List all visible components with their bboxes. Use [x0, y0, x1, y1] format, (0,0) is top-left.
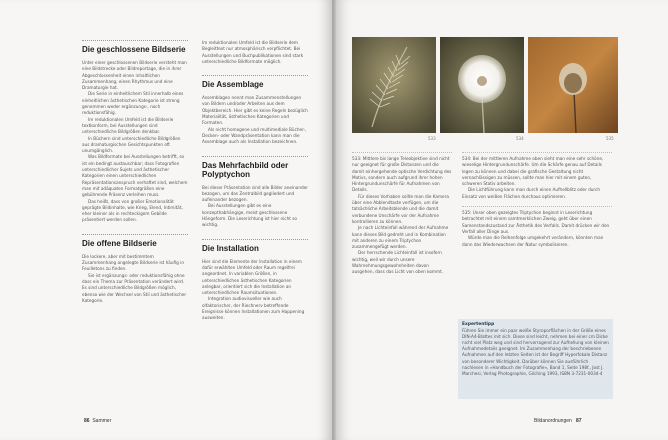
paragraph: Bei dieser Präsentation sind alle Bilder aneinander bezogen, um das Zentralbild gegliedert und aufeinander bezogen. — [202, 184, 308, 203]
heading-offene-bildserie: Die offene Bildserie — [82, 238, 157, 248]
paragraph: Würde man die Reihenfolge umgekehrt verändern, könnten man dann das Wiederwachsen der Natur symbolisieren. — [462, 235, 604, 247]
paragraph: Als nicht homogene und multimediale Bücher-, Decken- oder Wandpräsentation kann man die Assemblage auch als Installation bezeichnen. — [202, 126, 307, 145]
paragraph: Was Bildformate bei Ausstellungen betrifft, so ist ein bedingt austauschbar; dass Fotografien unterschiedlicher Sujets und ästhetischer Kategorien einen unterschiedlichen Repräsentationsanspruch verhaftet sind, welchem man mit adäquaten Formatgrößen eine gebührende Präsenz verleihen muss. — [82, 154, 188, 198]
caption-533: 533 — [428, 136, 436, 141]
heading-assemblage: Die Assemblage — [202, 80, 264, 90]
book-gutter — [332, 0, 336, 440]
page-number: 87 — [575, 418, 582, 424]
left-column-1 — [82, 40, 188, 304]
paragraph: Für dieses Vorhaben sollte man die Kamera über eine Abblendtaste verfügen, um die tatsächliche Arbeitsblende und die damit verbundene Unschärfe vor der Aufnahme kontrollieren zu können. — [352, 193, 449, 224]
right-folio — [534, 418, 582, 424]
paragraph: Bei Ausstellungen gibt es eine konzepthabhängige, meist geschlossene Hängeform. Die Leserichtung ist hier nicht so wichtig. — [202, 203, 297, 228]
paragraph: Assemblagen nennt man Zusammenstellungen von Bildern und/oder Arbeiten aus dem Objektbereich. Hier gibt es keine Regeln bezüglich Materialität, ästhetischen Kategorien und Formaten. — [202, 95, 308, 126]
photo-grass-plume — [352, 37, 436, 133]
paragraph: Sie ist ergänzungs- oder reduktionsfähig ohne dass ein Thema zur Präsentation verändert wird. Es sind unterschiedliche Bildgrößen möglich, ebenso wie der Wechsel von Stil und ästhetischer Kategorie. — [82, 272, 187, 303]
heading-geschlossene-bildserie: Die geschlossene Bildserie — [82, 45, 186, 54]
paragraph: Je nach Lichteinfall während der Aufnahme kann dieses Bild gedreht und in Kombination mit anderen zu einem Triptychon zusammengefügt werden. — [352, 225, 449, 250]
paragraph: 533: Mittlere bis lange Teleobjektive sind nicht nur geeignet für große Distanzen und die damit einhergehende optische Verdichtung des Motivs, sondern auch aufgrund ihrer hohen Hintergrundunschärfe für Aufnahmen von Details. — [352, 156, 452, 193]
caption-535: 535 — [606, 136, 614, 141]
paragraph: Die lockere, aber mit bestimmtem Zusammenhang angelegte Bildserie ist häufig in Feuilletons zu finden. — [82, 253, 184, 272]
expert-tip-box — [458, 319, 613, 399]
caption-534: 534 — [516, 136, 524, 141]
section-rule — [202, 156, 308, 157]
photo-withered-seedhead — [528, 37, 618, 133]
chapter-label: Sammer — [92, 418, 112, 424]
tip-text: Führen Sie immer ein paar weiße Styroporflächen in der Größe eines DIN-A4-Blattes mit sich. Diese sind leicht, nehmen bei einer cm Dicke nicht viel Platz weg und sind hervorragend zur Aufhellung von kleinen Aufnahmedetails geeignet. Im Zusammenhang der beschriebenen Aufnahmen auf den letzten Seiten ist der Begriff Hyperfokale Distanz von besonderer Wichtigkeit. Darüber können Sie ausführlich nachlesen in »Handbuch der Fotografie«, Band 1, Seite 198f., Jost J. Marchesi, Verlag Photographie, Gilching 1993, ISBN 3-7231-0034-4 — [462, 328, 609, 376]
right-column-1 — [352, 152, 452, 276]
paragraph: Im reduktionalen Umfeld ist die Bildserie textkonform, bei Ausstellungen sind unterschiedliche Bildgrößen denkbar. — [82, 116, 174, 135]
chapter-label: Bildanordnungen — [534, 418, 572, 424]
column-rule — [352, 152, 452, 153]
paragraph: Hier sind die Elemente der Installation in einem dafür erwählten Umfeld oder Raum regelfrei angeordnet. In variablen Größen, in unterschiedlichen ästhetischen Kategorien anlegbar, orientiert sich die Installation an unterschiedlichen Raumsituationen. — [202, 258, 302, 296]
paragraph: Das heißt, dass von großer Emotionalität geprägte Bildinhalte, wie Krieg, Elend, Intimität, eher kleiner als in rechteckigem Gebilde präsentiert werden sollen. — [82, 198, 183, 223]
column-rule — [462, 152, 612, 153]
paragraph: Unter einer geschlossenen Bildserie versteht man eine Bildstrecke oder Bildreportage, die in ihrer Abgeschlossenheit einen inhaltlichen Zusammenhang, einen Rhythmus und eine Dramaturgie hat. — [82, 60, 187, 91]
heading-mehrfachbild: Das Mehrfachbild oder Polyptychon — [202, 160, 289, 179]
paragraph: Im reduktionalen Umfeld ist die Bildserie dem Begleittext nur atmosphärisch verpflichtet. Bei Ausstellungen und Buchpublikationen sind stark unterschiedliche Bildformate möglich. — [202, 40, 304, 64]
left-folio — [84, 418, 111, 424]
left-column-2 — [202, 40, 308, 322]
paragraph: In Büchern sind unterschiedliche Bildgrößen aus dramaturgischen Gesichtspunkten oft unumgänglich. — [82, 135, 181, 154]
paragraph: Der herrschende Lichteinfall ist insofern wichtig, weil wir durch unsere Wahrnehmungsgewohnheiten davon ausgehen, dass das Licht von oben kommt. — [352, 250, 444, 275]
tip-title: Expertentipp — [462, 322, 495, 327]
paragraph: Die Serie in einheitlichem Stil innerhalb eines einheitlichen ästhetischen Kategorie ist streng genommen weder ergänzungs-, noch reduktionsfähig. — [82, 91, 184, 116]
section-rule — [82, 234, 188, 235]
column-rule — [462, 206, 612, 207]
section-rule — [82, 40, 188, 41]
right-column-2 — [462, 152, 612, 248]
heading-installation: Die Installation — [202, 243, 259, 253]
paragraph: 534: Bei der mittleren Aufnahme oben sieht man eine sehr schöne, wieselige Hintergrundunschärfe. Um die Schärfe genau auf Details legen zu können und dabei die grafische Gestaltung nicht vernachlässigen zu müssen, sollte man hier mit einem guten, schweren Stativ arbeiten. — [462, 156, 604, 187]
paragraph: Die Lichtführung kann man durch einen Aufhellblitz oder durch Einsatz von weißen Flächen durchaus optimieren. — [462, 187, 601, 199]
paragraph: 535: Unser oben gezeigtes Triptychon beginnt in Leserichtung betrachtet mit einem samtmerklichen Zweig, geht über einen Samenstandszustand zur Ästhetik des Verfalls. Damit drücken wir den Verfall aller Dinge aus. — [462, 210, 610, 234]
paragraph: Integration audiovisueller wie auch olfaktorischer, der Riechnerv betreffende Ereignisse können Installationen zum Happening ausweiten. — [202, 296, 305, 321]
section-rule — [202, 239, 308, 240]
photo-dandelion — [440, 37, 524, 133]
page-number: 86 — [84, 418, 90, 424]
section-rule — [202, 75, 308, 76]
